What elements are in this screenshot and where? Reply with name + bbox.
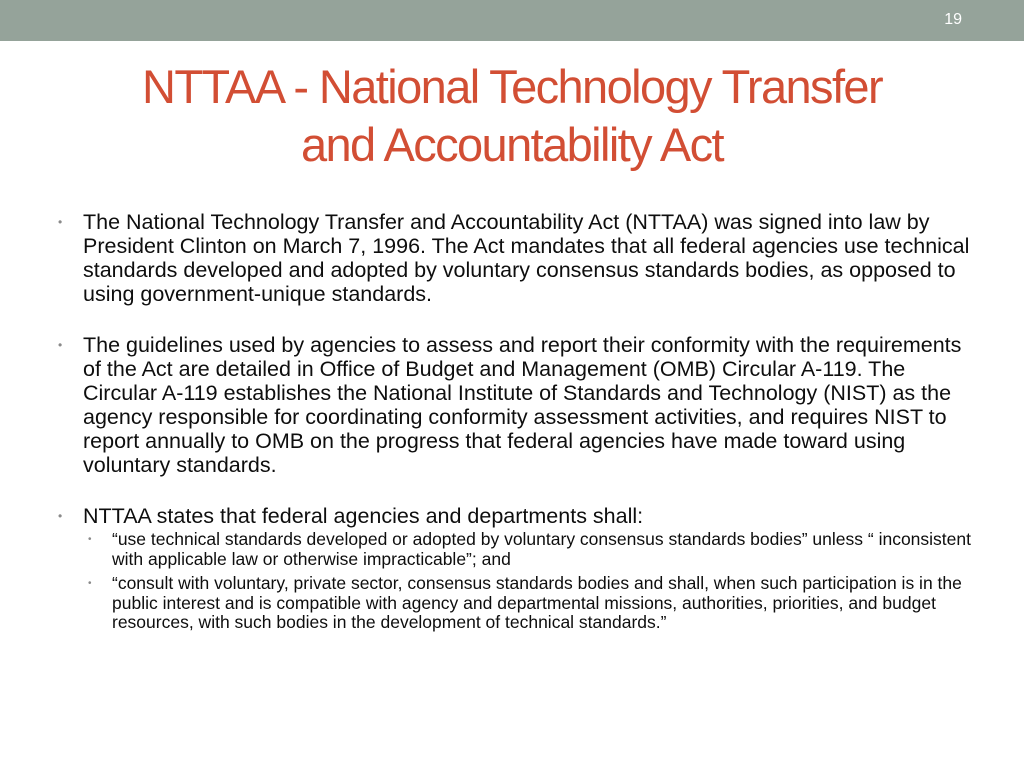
bullet-text: The guidelines used by agencies to assess and report their conformity with the requirements of the Act are detailed in Office of Budget and Management (OMB) Circular A-119. The Circular A-119 establishes the National Institute of Standards and Technology (NIST) as the agency responsible for coordinating conformity assessment activities, and requires NIST to report annually to OMB on the progress that federal agencies have made toward using voluntary standards.: [83, 333, 962, 477]
slide-title: [40, 58, 984, 174]
sub-bullet-text: “use technical standards developed or adopted by voluntary consensus standards bodies” unless “ inconsistent with applicable law or otherwise impracticable”; and: [112, 529, 971, 569]
sub-bullet-item-use-standards: [83, 530, 976, 569]
bullet-text: NTTAA states that federal agencies and departments shall:: [83, 504, 644, 528]
bullet-icon: •: [58, 338, 63, 352]
slide-title-line-2: and Accountability Act: [300, 118, 724, 171]
bullet-item-signing: [56, 210, 976, 306]
sub-bullet-icon: •: [88, 534, 92, 545]
sub-bullet-text: “consult with voluntary, private sector, consensus standards bodies and shall, when such participation is in the public interest and is compatible with agency and departmental missions, authorities, priorities, and budget resources, with such bodies in the development of technical standards.”: [112, 573, 962, 632]
bullet-item-guidelines: [56, 333, 976, 477]
sub-bullet-icon: •: [88, 578, 92, 589]
slide-body: [56, 210, 976, 633]
sub-bullet-list: [83, 530, 976, 633]
slide-header-bar: [0, 0, 1024, 41]
sub-bullet-item-consult-bodies: [83, 574, 976, 633]
bullet-icon: •: [58, 509, 63, 523]
bullet-item-nttaa-states: [56, 504, 976, 633]
bullet-icon: •: [58, 215, 63, 229]
slide-number: 19: [944, 11, 962, 28]
bullet-text: The National Technology Transfer and Accountability Act (NTTAA) was signed into law by President Clinton on March 7, 1996. The Act mandates that all federal agencies use technical standards developed and adopted by voluntary consensus standards bodies, as opposed to using government-unique standards.: [83, 210, 970, 306]
slide-title-line-1: NTTAA - National Technology Transfer: [141, 60, 883, 113]
